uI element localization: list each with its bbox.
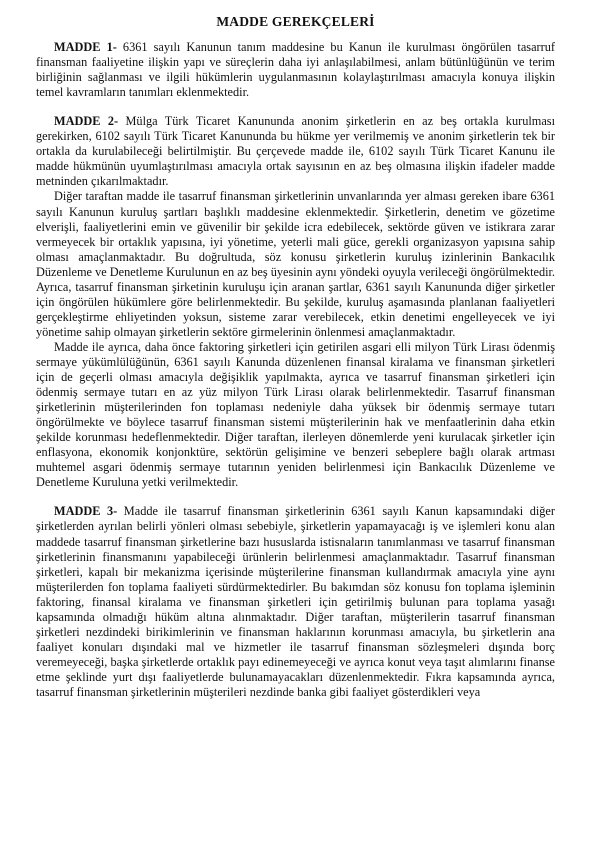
article-2-text-1: Mülga Türk Ticaret Kanununda anonim şirketlerin en az beş ortakla kurulması gerekirken, 6102 sayılı Türk Ticaret Kanununda bu hükme yer verilmemiş ve anonim şirketlerin tek bir ortakla da kurulabileceği belirtilmiştir. Bu çerçevede madde ile, 6102 sayılı Türk Ticaret Kanunu ile madde hükmünün uyumlaştırılması amacıyla ortak sayısının en az beş olmasına ilişkin ifadeler madde metninden çıkarılmaktadır. bbox=[36, 114, 555, 189]
article-2-paragraph-1 bbox=[36, 114, 555, 189]
article-3-label: MADDE 3- bbox=[54, 504, 118, 519]
article-3-text: Madde ile tasarruf finansman şirketlerinin 6361 sayılı Kanun kapsamındaki diğer şirketlerden ayrılan belirli yönleri olması sebebiyle, şirketlerin yapamayacağı iş ve işlemleri konu alan maddede tasarruf finansman şirketlerine bazı hususlarda istisnaların tanımlanması ve tasarruf finansman şirketlerinin finansmanını yapabileceği ürünlerin belirlenmesi amaçlanmaktadır. Tasarruf finansman şirketleri, kapalı bir mekanizma içerisinde müşterilerine finansman kullandırmak amacıyla yine aynı müşterilerden fon toplama faaliyeti sürdürmektedirler. Bu bakımdan söz konusu fon toplama işleminin faktoring, finansal kiralama ve finansman şirketleri için getirilmiş bulunan para toplama yasağı kapsamında olmadığı hüküm altına alınmaktadır. Diğer taraftan, müşterilerin tasarruf finansman şirketleri nezdindeki birikimlerinin ve finansman haklarının korunması amacıyla, bu şirketlerin ana faaliyet konuları dışındaki mal ve hizmetler ile tasarruf finansman sözleşmeleri dışında borç veremeyeceği, başka şirketlerde ortaklık payı edinemeyeceği ve ayrıca konut veya taşıt alımlarını finanse etme şeklinde yurt dışı faaliyetlerde bulunamayacakları düzenlenmektedir. Fıkra kapsamında ayrıca, tasarruf finansman şirketlerinin müşterileri nezdinde banka gibi faaliyet gösterdikleri veya bbox=[36, 504, 555, 699]
article-2-label: MADDE 2- bbox=[54, 114, 119, 129]
article-2-paragraph-2: Diğer taraftan madde ile tasarruf finansman şirketlerinin unvanlarında yer alması gereken ibare 6361 sayılı Kanunun kuruluş şartları başlıklı maddesine eklenmektedir. Şirketlerin, denetim ve gözetime elverişli, faaliyetlerini emin ve güvenilir bir şekilde icra edebilecek, sektörde güven ve istikrara zarar vermeyecek bir ortaklık yapısına, iyi yönetime, yeterli mali güce, gerekli organizasyon yapısına sahip olması amaçlanmaktadır. Bu doğrultuda, söz konusu şirketlerin kuruluş izinlerinin Bankacılık Düzenleme ve Denetleme Kurulunun en az beş üyesinin aynı yöndeki oyuyla verileceği öngörülmektedir. Ayrıca, tasarruf finansman şirketinin kuruluşu için aranan şartlar, 6361 sayılı Kanununda diğer şirketler için öngörülen hükümlere göre belirlenmektedir. Bu şekilde, kuruluş aşamasında planlanan faaliyetleri gerçekleştirme ehliyetinden yoksun, sisteme zarar verebilecek, etkin denetimi engelleyecek ve iyi yönetime sahip olmayan şirketlerin sektöre girmelerinin önlenmesi amaçlanmaktadır. bbox=[36, 189, 555, 339]
article-2-paragraph-3: Madde ile ayrıca, daha önce faktoring şirketleri için getirilen asgari elli milyon Türk Lirası ödenmiş sermaye yükümlülüğünün, 6361 sayılı Kanunda düzenlenen finansal kiralama ve finansman şirketleri için de geçerli olması amacıyla değişiklik yapılmakta, ayrıca ve tasarruf finansman şirketleri için ödenmiş sermaye tutarı en az yüz milyon Türk Lirası olarak belirlenmektedir. Tasarruf finansman şirketlerinin müşterilerinden fon toplaması nedeniyle daha yüksek bir ödenmiş sermaye tutarı öngörülmekte ve böylece tasarruf finansman sistemi müşterilerinin hak ve menfaatlerinin daha etkin şekilde korunması hedeflenmektedir. Diğer taraftan, ilerleyen dönemlerde yeni kurulacak şirketler için enflasyona, ekonomik konjonktüre, sektörün gelişimine ve benzeri sebeplere bağlı olarak artması muhtemel asgari ödenmiş sermaye tutarının yeniden belirlenmesi için Bankacılık Düzenleme ve Denetleme Kuruluna yetki verilmektedir. bbox=[36, 339, 555, 490]
article-1-label: MADDE 1- bbox=[54, 40, 117, 55]
article-1-paragraph bbox=[36, 40, 555, 100]
article-3-paragraph bbox=[36, 504, 555, 700]
document-title: MADDE GEREKÇELERİ bbox=[216, 14, 375, 29]
article-1-text: 6361 sayılı Kanunun tanım maddesine bu Kanun ile kurulması öngörülen tasarruf finansman faaliyetine ilişkin yapı ve süreçlerin daha iyi anlaşılabilmesi, anlam bütünlüğünün ve terim birliğinin sağlanması ve ilgili hükümlerin uygulanmasının kolaylaştırılması amacıyla konuya ilişkin temel kavramların tanımları eklenmektedir. bbox=[36, 40, 555, 100]
